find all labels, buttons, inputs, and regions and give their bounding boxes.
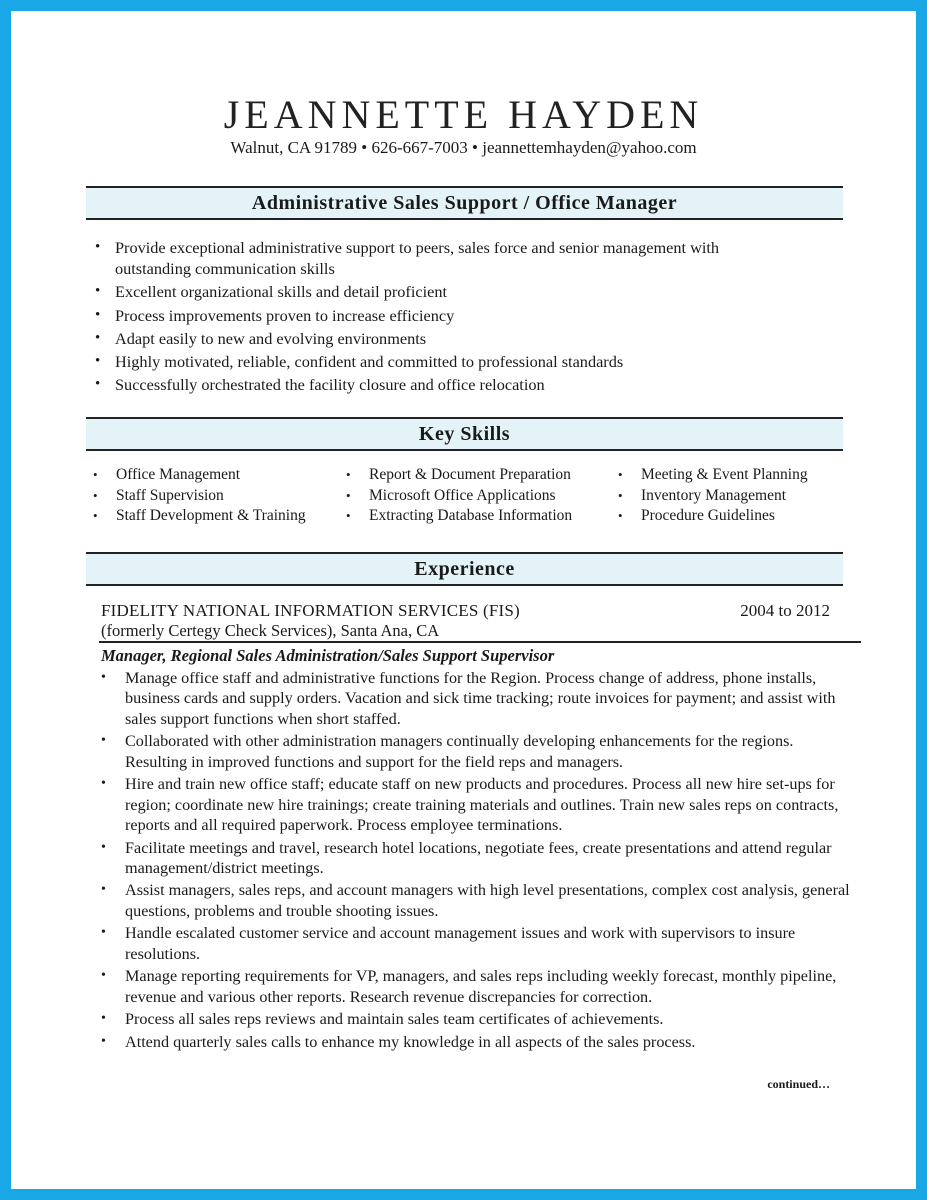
summary-item: • Adapt easily to new and evolving environments bbox=[91, 328, 791, 349]
summary-item: • Highly motivated, reliable, confident and committed to professional standards bbox=[91, 351, 791, 372]
company-name: FIDELITY NATIONAL INFORMATION SERVICES (FIS) bbox=[101, 601, 520, 620]
candidate-name: JEANNETTE HAYDEN bbox=[223, 92, 704, 137]
skills-column-2 bbox=[344, 465, 572, 527]
company-divider bbox=[99, 641, 861, 643]
skill-item: • Meeting & Event Planning bbox=[616, 465, 808, 486]
skills-heading: Key Skills bbox=[86, 417, 843, 451]
summary-item: • Successfully orchestrated the facility closure and office relocation bbox=[91, 374, 791, 395]
summary-item: • Process improvements proven to increase efficiency bbox=[91, 305, 791, 326]
experience-heading: Experience bbox=[86, 552, 843, 586]
summary-item: • Excellent organizational skills and detail proficient bbox=[91, 281, 791, 302]
job-title: Manager, Regional Sales Administration/Sales Support Supervisor bbox=[101, 646, 555, 665]
experience-item: • Hire and train new office staff; educate staff on new products and procedures. Process all new hire set-ups for region; coordinate new hire trainings; create training materials and outlines. Train new sales reps on contracts, reports and all required paperwork. Process employee terminations. bbox=[99, 774, 854, 835]
skills-column-1 bbox=[91, 465, 306, 527]
summary-item: • Provide exceptional administrative support to peers, sales force and senior management with outstanding communication skills bbox=[91, 237, 791, 279]
skill-item: • Microsoft Office Applications bbox=[344, 486, 572, 507]
skill-item: • Inventory Management bbox=[616, 486, 808, 507]
skill-item: • Extracting Database Information bbox=[344, 506, 572, 527]
skill-item: • Report & Document Preparation bbox=[344, 465, 572, 486]
experience-item: • Attend quarterly sales calls to enhance my knowledge in all aspects of the sales process. bbox=[99, 1032, 854, 1052]
skills-column-3 bbox=[616, 465, 808, 527]
experience-item: • Process all sales reps reviews and maintain sales team certificates of achievements. bbox=[99, 1009, 854, 1029]
skill-item: • Procedure Guidelines bbox=[616, 506, 808, 527]
summary-list bbox=[91, 237, 791, 398]
skill-item: • Staff Development & Training bbox=[91, 506, 306, 527]
skill-item: • Office Management bbox=[91, 465, 306, 486]
summary-heading: Administrative Sales Support / Office Manager bbox=[86, 186, 843, 220]
experience-item: • Collaborated with other administration managers continually developing enhancements for the regions. Resulting in improved functions and support for the field reps and managers. bbox=[99, 731, 854, 772]
continued-note: continued… bbox=[767, 1077, 830, 1091]
company-location: (formerly Certegy Check Services), Santa Ana, CA bbox=[101, 621, 440, 640]
experience-item: • Assist managers, sales reps, and account managers with high level presentations, complex cost analysis, general questions, problems and trouble shooting issues. bbox=[99, 880, 854, 921]
contact-line: Walnut, CA 91789 • 626-667-7003 • jeannettemhayden@yahoo.com bbox=[230, 138, 697, 157]
experience-item: • Manage reporting requirements for VP, managers, and sales reps including weekly forecast, monthly pipeline, revenue and various other reports. Research revenue discrepancies for correction. bbox=[99, 966, 854, 1007]
employment-dates: 2004 to 2012 bbox=[740, 601, 830, 620]
experience-item: • Handle escalated customer service and account management issues and work with supervisors to insure resolutions. bbox=[99, 923, 854, 964]
experience-list bbox=[99, 668, 854, 1054]
experience-item: • Manage office staff and administrative functions for the Region. Process change of address, phone installs, business cards and supply orders. Vacation and sick time tracking; route invoices for payment; and assist with sales support functions when short staffed. bbox=[99, 668, 854, 729]
experience-item: • Facilitate meetings and travel, research hotel locations, negotiate fees, create presentations and attend regular management/district meetings. bbox=[99, 838, 854, 879]
skill-item: • Staff Supervision bbox=[91, 486, 306, 507]
